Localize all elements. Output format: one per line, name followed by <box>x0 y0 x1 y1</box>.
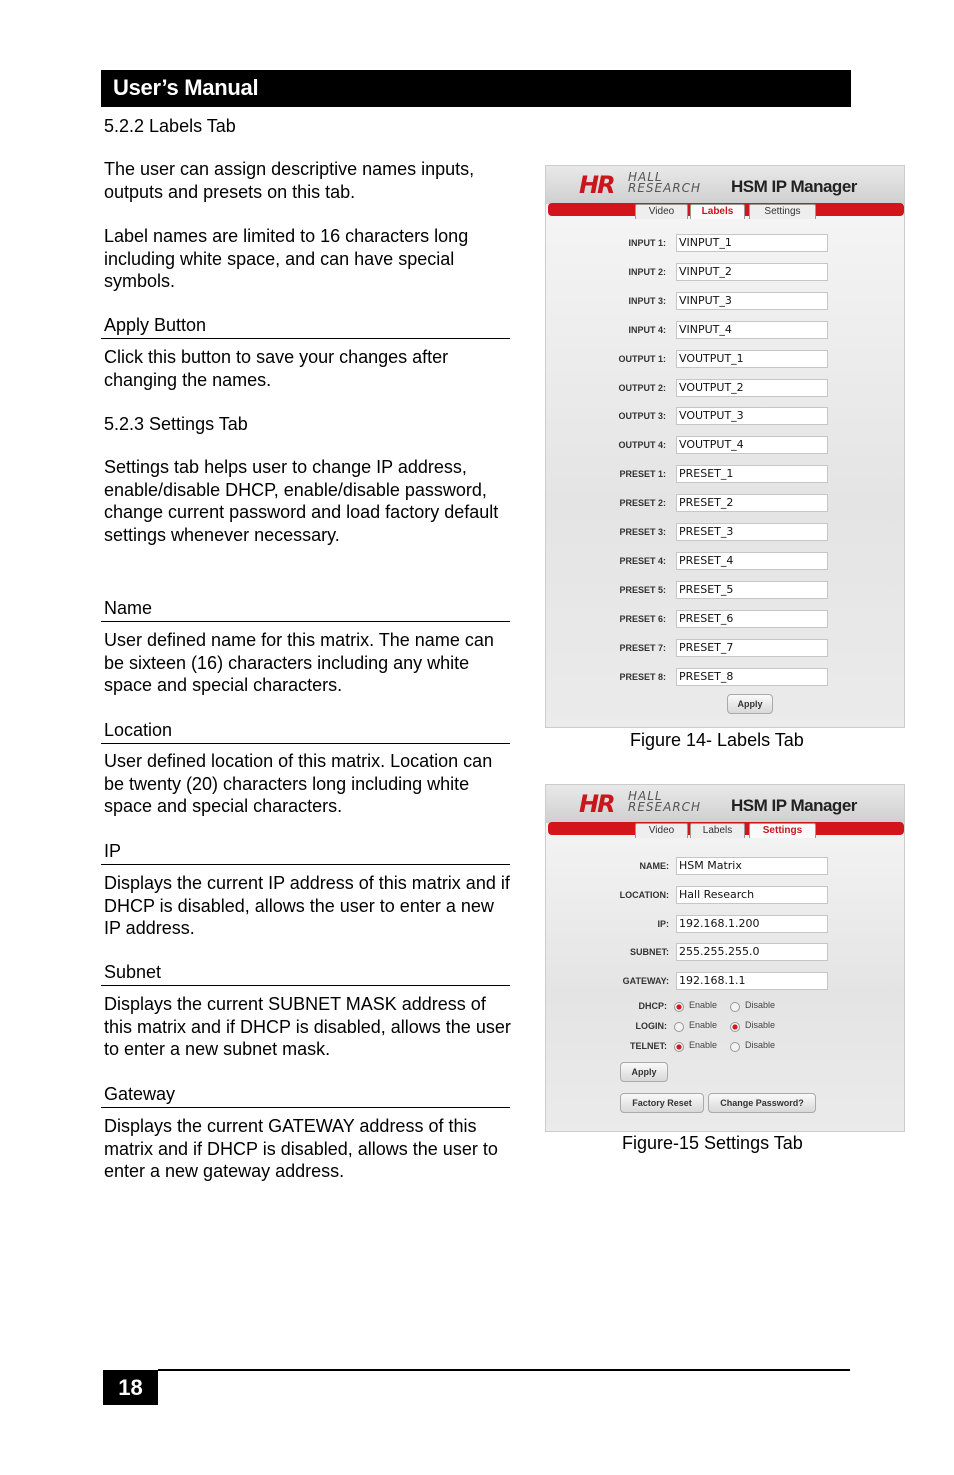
apply-button[interactable]: Apply <box>620 1062 668 1082</box>
labels-intro-paragraph: The user can assign descriptive names inputs, outputs and presets on this tab. <box>104 159 475 202</box>
label-name-input[interactable]: PRESET_8 <box>676 668 828 686</box>
field-label: PRESET 4: <box>619 555 666 566</box>
factory-reset-button[interactable]: Factory Reset <box>620 1093 704 1113</box>
label-name-input[interactable]: VOUTPUT_3 <box>676 407 828 425</box>
app-title: HSM IP Manager <box>731 177 857 196</box>
disable-radio[interactable] <box>730 1002 740 1012</box>
ip-paragraph: Displays the current IP address of this matrix and if DHCP is disabled, allows the user to enter a new IP address. <box>104 873 510 938</box>
field-label: INPUT 1: <box>628 238 666 248</box>
label-name-input[interactable]: VINPUT_4 <box>676 321 828 339</box>
disable-radio-label: Disable <box>745 1040 776 1050</box>
settings-tab-paragraph: Settings tab helps user to change IP address, enable/disable DHCP, enable/disable password, change current password and load factory default settings whenever necessary. <box>104 457 499 545</box>
app-title: HSM IP Manager <box>731 796 857 815</box>
field-label: PRESET 3: <box>619 527 666 537</box>
logo-word-research: RESEARCH <box>628 181 702 195</box>
divider <box>101 338 510 339</box>
app-header <box>546 785 904 823</box>
label-name-input[interactable]: PRESET_4 <box>676 552 828 570</box>
field-label: INPUT 4: <box>628 324 666 335</box>
radio-group-label: DHCP: <box>638 1001 667 1011</box>
tab-settings[interactable]: Settings <box>749 204 816 219</box>
figure-15-caption: Figure-15 Settings Tab <box>622 1133 803 1153</box>
field-label: PRESET 7: <box>619 642 666 653</box>
tab-video[interactable]: Video <box>635 823 688 838</box>
field-label: PRESET 1: <box>619 469 666 480</box>
label-name-input[interactable]: PRESET_7 <box>676 639 828 657</box>
field-label: INPUT 3: <box>628 295 666 306</box>
label-name-input[interactable]: PRESET_3 <box>676 523 828 541</box>
apply-button[interactable]: Apply <box>727 694 773 714</box>
divider <box>101 743 510 744</box>
enable-radio-label: Enable <box>689 1000 718 1010</box>
label-name-input[interactable]: VINPUT_1 <box>676 234 828 252</box>
label-name-input[interactable]: VOUTPUT_4 <box>676 436 828 454</box>
label-name-input[interactable]: PRESET_1 <box>676 465 828 483</box>
logo-mark: HR <box>579 790 614 818</box>
tab-video[interactable]: Video <box>635 204 688 219</box>
change-password-button[interactable]: Change Password? <box>708 1093 816 1113</box>
field-label: PRESET 8: <box>619 671 666 682</box>
disable-radio[interactable] <box>730 1042 740 1052</box>
field-label: OUTPUT 1: <box>618 353 666 364</box>
radio-group-label: LOGIN: <box>635 1021 667 1031</box>
settings-input[interactable]: 255.255.255.0 <box>676 943 828 961</box>
subnet-heading: Subnet <box>104 962 162 982</box>
footer-rule <box>158 1369 850 1371</box>
gateway-heading: Gateway <box>104 1084 176 1104</box>
field-label: SUBNET: <box>629 947 669 958</box>
field-label: GATEWAY: <box>622 976 669 987</box>
divider <box>101 985 510 986</box>
settings-input[interactable]: HSM Matrix <box>676 857 828 875</box>
label-name-input[interactable]: VOUTPUT_2 <box>676 379 828 397</box>
ip-heading: IP <box>104 841 122 861</box>
field-label: OUTPUT 4: <box>618 440 666 451</box>
enable-radio-label: Enable <box>689 1020 718 1030</box>
apply-button-heading: Apply Button <box>104 315 207 335</box>
radio-group-label: TELNET: <box>630 1041 667 1051</box>
subnet-paragraph: Displays the current SUBNET MASK address of this matrix and if DHCP is disabled, allows the user to enter a new subnet mask. <box>104 994 511 1059</box>
tab-settings[interactable]: Settings <box>749 823 816 838</box>
header-title: User’s Manual <box>113 75 259 100</box>
apply-button-paragraph: Click this button to save your changes after changing the names. <box>104 347 449 390</box>
field-label: PRESET 2: <box>619 498 666 509</box>
app-header <box>546 166 904 204</box>
settings-input[interactable]: 192.168.1.1 <box>676 972 828 990</box>
label-name-input[interactable]: PRESET_6 <box>676 610 828 628</box>
figure-14-caption: Figure 14- Labels Tab <box>630 730 804 750</box>
settings-input[interactable]: 192.168.1.200 <box>676 915 828 933</box>
field-label: NAME: <box>639 861 669 871</box>
field-label: PRESET 5: <box>619 584 666 595</box>
settings-tab-heading: 5.2.3 Settings Tab <box>104 414 248 434</box>
name-heading: Name <box>104 598 153 618</box>
enable-radio[interactable] <box>674 1022 684 1032</box>
enable-radio[interactable] <box>674 1042 684 1052</box>
name-paragraph: User defined name for this matrix. The name can be sixteen (16) characters including any white space and special characters. <box>104 630 494 695</box>
location-paragraph: User defined location of this matrix. Location can be twenty (20) characters long including white space and special characters. <box>104 751 493 816</box>
field-label: IP: <box>657 918 669 929</box>
logo-word-hall: HALL <box>628 789 663 803</box>
field-label: LOCATION: <box>619 889 669 900</box>
disable-radio-label: Disable <box>745 1000 776 1010</box>
disable-radio-label: Disable <box>745 1020 776 1030</box>
divider <box>101 621 510 622</box>
labels-tab-heading: 5.2.2 Labels Tab <box>104 116 236 136</box>
label-name-input[interactable]: PRESET_2 <box>676 494 828 512</box>
header-bar <box>101 70 851 107</box>
figure-settings-tab <box>545 784 905 1132</box>
field-label: OUTPUT 3: <box>618 411 666 422</box>
label-name-input[interactable]: VINPUT_3 <box>676 292 828 310</box>
gateway-paragraph: Displays the current GATEWAY address of this matrix and if DHCP is disabled, allows the user to enter a new gateway address. <box>104 1116 498 1181</box>
tab-labels[interactable]: Labels <box>690 823 745 838</box>
field-label: INPUT 2: <box>628 266 666 277</box>
figure-labels-tab <box>545 165 905 728</box>
label-name-input[interactable]: VOUTPUT_1 <box>676 350 828 368</box>
page-number: 18 <box>103 1370 158 1405</box>
settings-input[interactable]: Hall Research <box>676 886 828 904</box>
field-label: PRESET 6: <box>619 613 666 624</box>
label-name-input[interactable]: VINPUT_2 <box>676 263 828 281</box>
logo-mark: HR <box>579 171 614 199</box>
logo-word-research: RESEARCH <box>628 800 702 814</box>
labels-limit-paragraph: Label names are limited to 16 characters long including white space, and can have special symbols. <box>104 226 469 291</box>
disable-radio[interactable] <box>730 1022 740 1032</box>
divider <box>101 864 510 865</box>
enable-radio-label: Enable <box>689 1040 718 1050</box>
logo-word-hall: HALL <box>628 170 663 184</box>
tab-labels[interactable]: Labels <box>690 204 745 219</box>
divider <box>101 1107 510 1108</box>
location-heading: Location <box>104 720 173 740</box>
enable-radio[interactable] <box>674 1002 684 1012</box>
field-label: OUTPUT 2: <box>618 382 666 393</box>
label-name-input[interactable]: PRESET_5 <box>676 581 828 599</box>
